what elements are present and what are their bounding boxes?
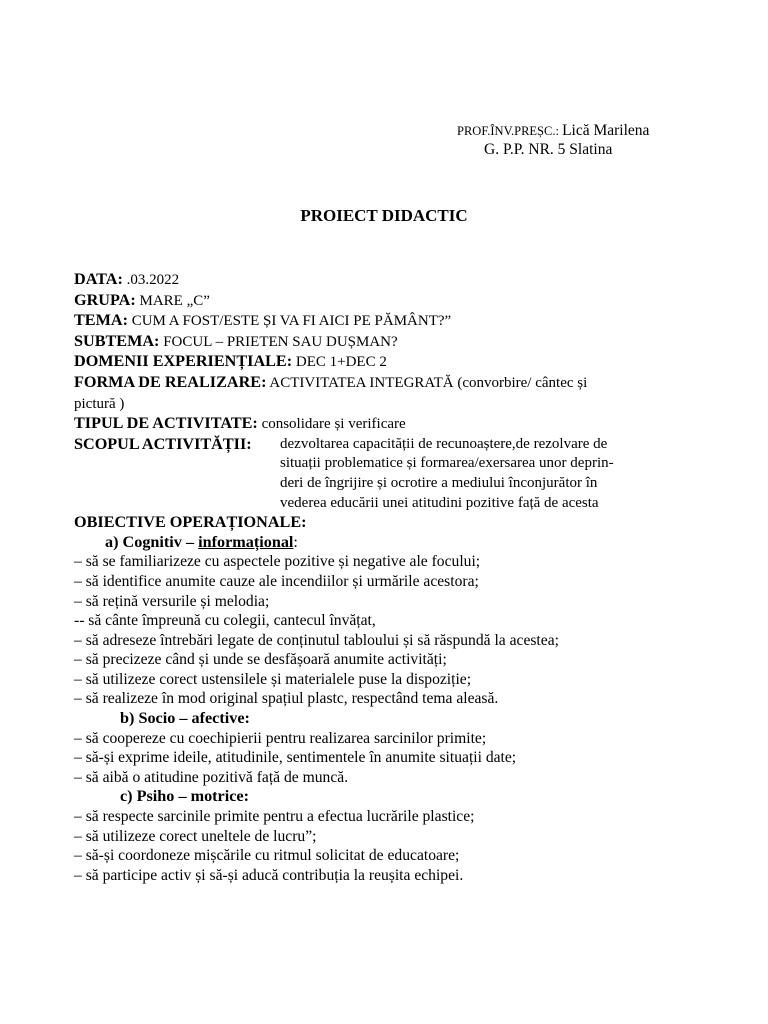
list-item: – să-și coordoneze mișcările cu ritmul solicitat de educatoare;: [74, 847, 460, 865]
scope-line: dezvoltarea capacității de recunoaștere,de rezolvare de: [280, 435, 608, 452]
field-label: SUBTEMA:: [74, 331, 160, 350]
objectives-heading: OBIECTIVE OPERAȚIONALE:: [74, 513, 307, 532]
list-item: – să respecte sarcinile primite pentru a efectua lucrările plastice;: [74, 808, 475, 826]
field-value: CUM A FOST/ESTE ȘI VA FI AICI PE PĂMÂNT?”: [127, 313, 452, 330]
list-item: – să adreseze întrebări legate de conținutul tabloului și să răspundă la acestea;: [74, 631, 559, 649]
list-item: – să participe activ și să-și aducă contribuția la reușita echipei.: [74, 866, 464, 884]
document-body: [74, 270, 714, 885]
field-subtema: [74, 332, 714, 353]
field-value: consolidare și verificare: [257, 416, 406, 433]
field-label: SCOPUL ACTIVITĂȚII:: [74, 434, 252, 453]
list-item: -- să cânte împreună cu colegii, cantecul învățat,: [74, 612, 376, 630]
field-label: FORMA DE REALIZARE:: [74, 372, 267, 391]
field-label: GRUPA:: [74, 290, 136, 309]
objectives-a-colon: :: [293, 532, 298, 551]
field-tipul: [74, 414, 714, 435]
list-item: – să rețină versurile și melodia;: [74, 592, 270, 610]
objectives-a-heading: [74, 533, 714, 553]
list-item: – să realizeze în mod original spațiul plastc, respectând tema aleasă.: [74, 690, 499, 708]
teacher-title: PROF.ÎNV.PREȘC.:: [457, 124, 563, 138]
field-label: DOMENII EXPERIENȚIALE:: [74, 352, 293, 371]
field-value: pictură ): [74, 395, 125, 412]
list-item: – să identifice anumite cauze ale incendiilor și urmările acestora;: [74, 572, 479, 590]
list-item: – să utilizeze corect uneltele de lucru”;: [74, 827, 317, 845]
scope-line: vederea educării unei atitudini pozitive față de acesta: [280, 494, 599, 511]
field-data: [74, 270, 714, 291]
objectives-a-title-underlined: informațional: [198, 532, 294, 551]
list-item: – să utilizeze corect ustensilele și materialele puse la dispoziție;: [74, 670, 472, 688]
list-item: – să-și exprime ideile, atitudinile, sentimentele în anumite situații date;: [74, 749, 517, 767]
scope-line: deri de îngrijire și ocrotire a mediului înconjurător în: [280, 474, 598, 491]
field-value: MARE „C”: [135, 292, 210, 309]
field-value: DEC 1+DEC 2: [292, 354, 387, 371]
list-item: – să se familiarizeze cu aspectele pozitive și negative ale focului;: [74, 553, 481, 571]
field-tema: [74, 311, 714, 332]
list-item: – să coopereze cu coechipierii pentru realizarea sarcinilor primite;: [74, 729, 487, 747]
field-forma-continued: [74, 394, 714, 415]
school-name: G. P.P. NR. 5 Slatina: [484, 141, 613, 158]
field-domenii: [74, 352, 714, 373]
teacher-line: [457, 122, 649, 140]
field-value: FOCUL – PRIETEN SAU DUȘMAN?: [159, 333, 398, 350]
objectives-b-heading: b) Socio – afective:: [120, 709, 250, 728]
list-item: – să precizeze când și unde se desfășoară anumite activități;: [74, 651, 447, 669]
field-label: TEMA:: [74, 311, 128, 330]
objectives-a-prefix: a): [105, 532, 123, 551]
list-item: – să aibă o atitudine pozitivă față de muncă.: [74, 768, 349, 786]
field-scopul: [74, 435, 714, 513]
field-value: .03.2022: [122, 272, 180, 288]
field-forma: [74, 373, 714, 394]
field-label: TIPUL DE ACTIVITATE:: [74, 414, 258, 433]
objectives-a-title: Cognitiv –: [122, 532, 199, 551]
field-grupa: [74, 291, 714, 312]
objectives-c-heading: c) Psiho – motrice:: [120, 787, 250, 806]
field-label: DATA:: [74, 270, 123, 288]
field-value: ACTIVITATEA INTEGRATĂ (convorbire/ cântec și: [266, 374, 588, 391]
teacher-name: Lică Marilena: [562, 122, 650, 139]
document-title: PROIECT DIDACTIC: [300, 206, 468, 225]
scope-line: situații problematice și formarea/exersarea unor deprin-: [280, 455, 614, 472]
